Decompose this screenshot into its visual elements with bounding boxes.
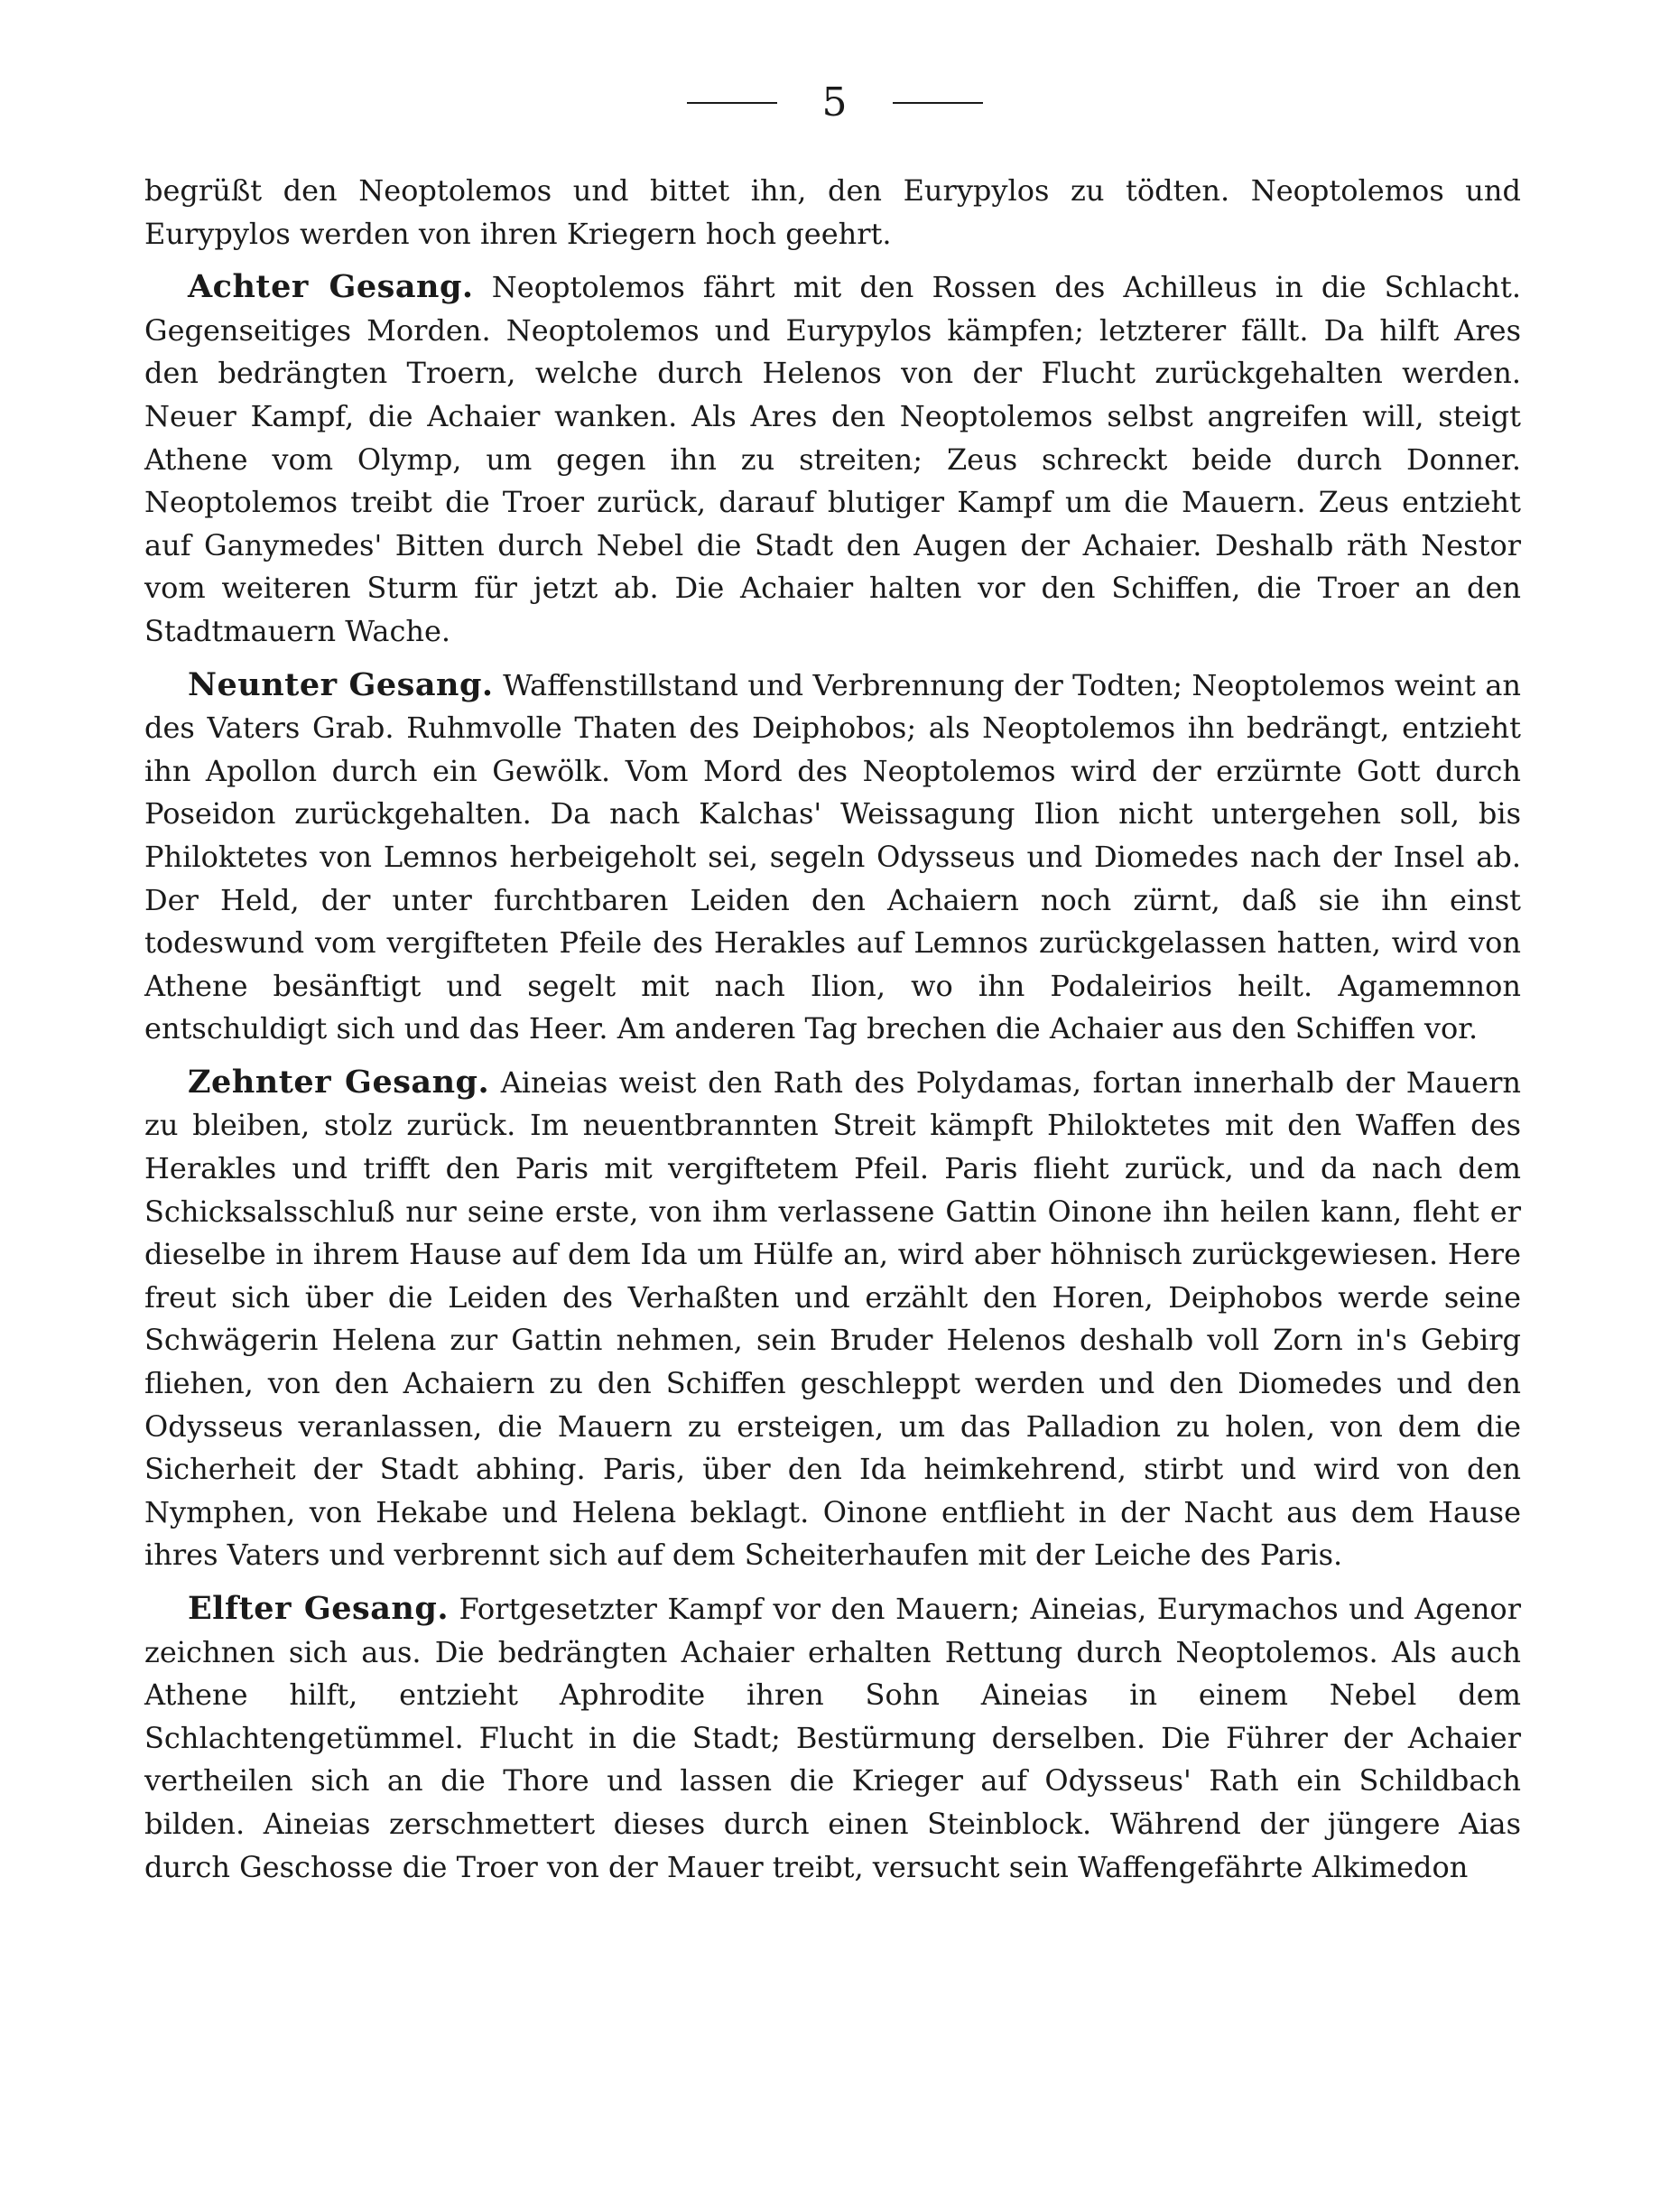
page-number: 5 bbox=[821, 79, 848, 125]
section-heading: Neunter Gesang. bbox=[188, 665, 494, 703]
header-rule-left bbox=[687, 102, 777, 104]
page-header bbox=[0, 79, 1669, 125]
paragraph-text: Aineias weist den Rath des Polydamas, fortan innerhalb der Mauern zu bleiben, stolz zurück. Im neuentbrannten Streit kämpft Philoktetes mit den Waffen des Herakles und trifft den Paris mit vergiftetem Pfeil. Paris flieht zurück, und da nach dem Schicksalsschluß nur seine erste, von ihm verlassene Gattin Oinone ihn heilen kann, fleht er dieselbe in ihrem Hause auf dem Ida um Hülfe an, wird aber höhnisch zurückgewiesen. Here freut sich über die Leiden des Verhaßten und erzählt den Horen, Deiphobos werde seine Schwägerin Helena zur Gattin nehmen, sein Bruder Helenos deshalb voll Zorn in's Gebirg fliehen, von den Achaiern zu den Schiffen geschleppt werden und den Diomedes und den Odysseus veranlassen, die Mauern zu ersteigen, um das Palladion zu holen, von dem die Sicherheit der Stadt abhing. Paris, über den Ida heimkehrend, stirbt und wird von den Nymphen, von Hekabe und Helena beklagt. Oinone entflieht in der Nacht aus dem Hause ihres Vaters und verbrennt sich auf dem Scheiterhaufen mit der Leiche des Paris. bbox=[144, 1064, 1522, 1573]
section-neunter-gesang bbox=[144, 664, 1521, 1051]
section-heading: Zehnter Gesang. bbox=[188, 1063, 490, 1101]
body-text bbox=[144, 170, 1521, 1889]
section-elfter-gesang bbox=[144, 1587, 1521, 1889]
section-heading: Achter Gesang. bbox=[188, 268, 474, 306]
paragraph-continuation bbox=[144, 170, 1521, 256]
section-zehnter-gesang bbox=[144, 1061, 1521, 1577]
paragraph-text: Neoptolemos fährt mit den Rossen des Achilleus in die Schlacht. Gegenseitiges Morden. Neoptolemos und Eurypylos kämpfen; letzterer fällt. Da hilft Ares den bedrängten Troern, welche durch Helenos von der Flucht zurückgehalten werden. Neuer Kampf, die Achaier wanken. Als Ares den Neoptolemos selbst angreifen will, steigt Athene vom Olymp, um gegen ihn zu streiten; Zeus schreckt beide durch Donner. Neoptolemos treibt die Troer zurück, darauf blutiger Kampf um die Mauern. Zeus entzieht auf Ganymedes' Bitten durch Nebel die Stadt den Augen der Achaier. Deshalb räth Nestor vom weiteren Sturm für jetzt ab. Die Achaier halten vor den Schiffen, die Troer an den Stadtmauern Wache. bbox=[144, 270, 1522, 648]
header-rule-right bbox=[893, 102, 983, 104]
paragraph-text: Waffenstillstand und Verbrennung der Todten; Neoptolemos weint an des Vaters Grab. Ruhmvolle Thaten des Deiphobos; als Neoptolemos ihn bedrängt, entzieht ihn Apollon durch ein Gewölk. Vom Mord des Neoptolemos wird der erzürnte Gott durch Poseidon zurückgehalten. Da nach Kalchas' Weissagung Ilion nicht untergehen soll, bis Philoktetes von Lemnos herbeigeholt sei, segeln Odysseus und Diomedes nach der Insel ab. Der Held, der unter furchtbaren Leiden den Achaiern noch zürnt, daß sie ihn einst todeswund vom vergifteten Pfeile des Herakles auf Lemnos zurückgelassen hatten, wird von Athene besänftigt und segelt mit nach Ilion, wo ihn Podaleirios heilt. Agamemnon entschuldigt sich und das Heer. Am anderen Tag brechen die Achaier aus den Schiffen vor. bbox=[144, 667, 1522, 1046]
section-achter-gesang bbox=[144, 265, 1521, 653]
paragraph-text: begrüßt den Neoptolemos und bittet ihn, den Eurypylos zu tödten. Neoptolemos und Eurypylos werden von ihren Kriegern hoch geehrt. bbox=[144, 173, 1521, 251]
section-heading: Elfter Gesang. bbox=[188, 1590, 449, 1627]
paragraph-text: Fortgesetzter Kampf vor den Mauern; Aineias, Eurymachos und Agenor zeichnen sich aus. Die bedrängten Achaier erhalten Rettung durch Neoptolemos. Als auch Athene hilft, entzieht Aphrodite ihren Sohn Aineias in einem Nebel dem Schlachtengetümmel. Flucht in die Stadt; Bestürmung derselben. Die Führer der Achaier vertheilen sich an die Thore und lassen die Krieger auf Odysseus' Rath ein Schildbach bilden. Aineias zerschmettert dieses durch einen Steinblock. Während der jüngere Aias durch Geschosse die Troer von der Mauer treibt, versucht sein Waffengefährte Alkimedon bbox=[144, 1592, 1521, 1884]
